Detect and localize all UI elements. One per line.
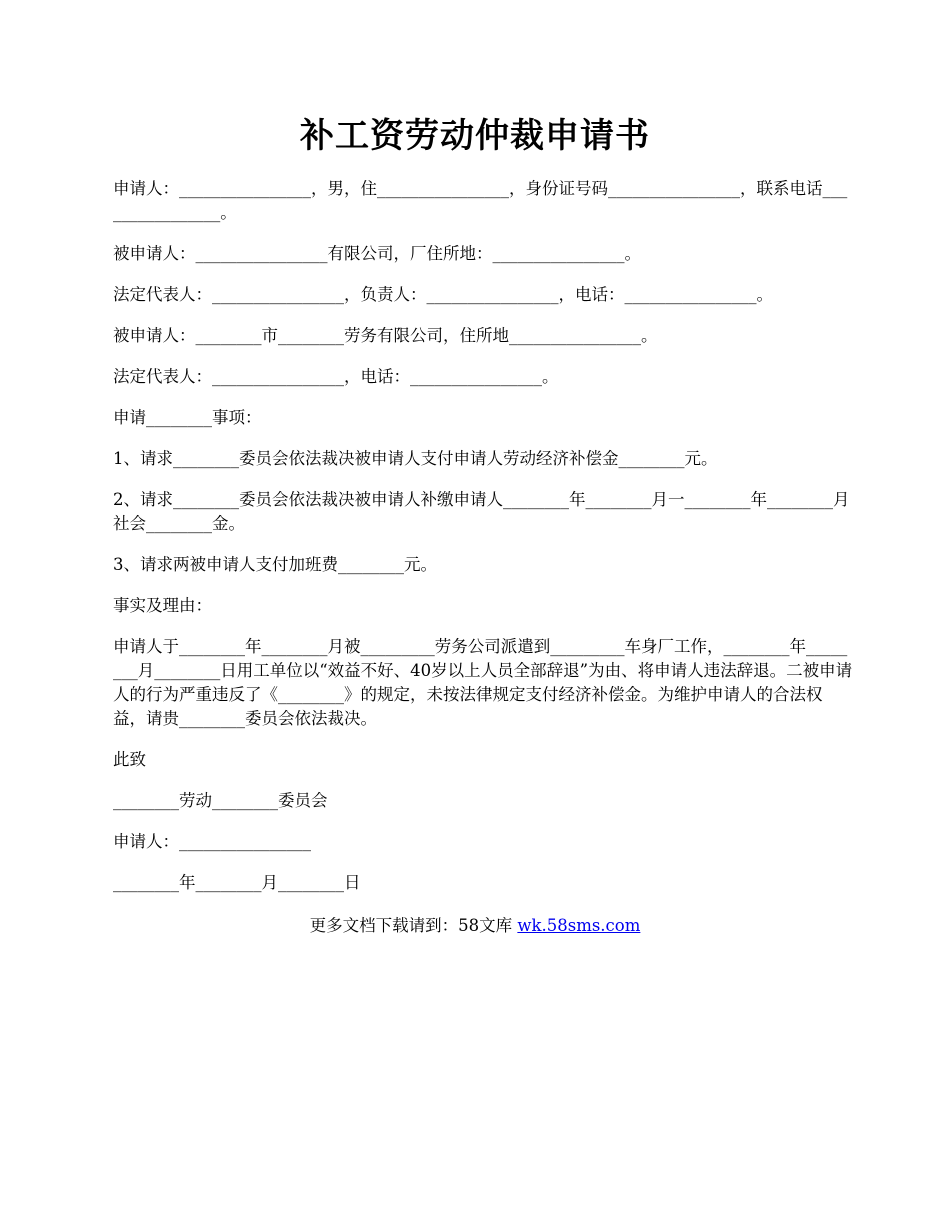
document-body [113,177,853,912]
footer-link[interactable]: wk.58sms.com [517,916,641,935]
respondent-labor-company-info: 被申请人：________市________劳务有限公司，住所地________________。 [113,326,658,345]
applicant-signature: 申请人：________________ [113,832,311,851]
facts-reasons-heading: 事实及理由： [113,596,212,615]
recipient-committee: ________劳动________委员会 [113,791,328,810]
respondent-company-info: 被申请人：________________有限公司，厂住所地：________________。 [113,244,641,263]
footer-text: 更多文档下载请到：58文库 [309,916,518,935]
applicant-info: 申请人：________________，男，住________________，身份证号码________________，联系电话________________。 [113,179,848,222]
request-item-1: 1、请求________委员会依法裁决被申请人支付申请人劳动经济补偿金________元。 [113,449,718,468]
application-items-heading: 申请________事项： [113,408,262,427]
document-title: 补工资劳动仲裁申请书 [300,116,650,156]
request-item-2: 2、请求________委员会依法裁决被申请人补缴申请人________年________月一________年________月社会________金。 [113,490,850,533]
second-legal-representative-info: 法定代表人：________________，电话：________________。 [113,367,559,386]
salutation: 此致 [113,750,146,769]
footer-note [0,914,950,938]
legal-representative-info: 法定代表人：________________，负责人：________________，电话：________________。 [113,285,773,304]
facts-reasons-text: 申请人于________年________月被_________劳务公司派遣到_________车身厂工作，________年________月________日用工单位以“效益不好、40岁以上人员全部辞退”为由、将申请人违法辞退。二被申请人的行为严重违反了《________》的规定，未按法律规定支付经济补偿金。为维护申请人的合法权益，请贵________委员会依法裁决。 [113,637,853,728]
date-line: ________年________月________日 [113,873,361,892]
request-item-3: 3、请求两被申请人支付加班费________元。 [113,555,437,574]
